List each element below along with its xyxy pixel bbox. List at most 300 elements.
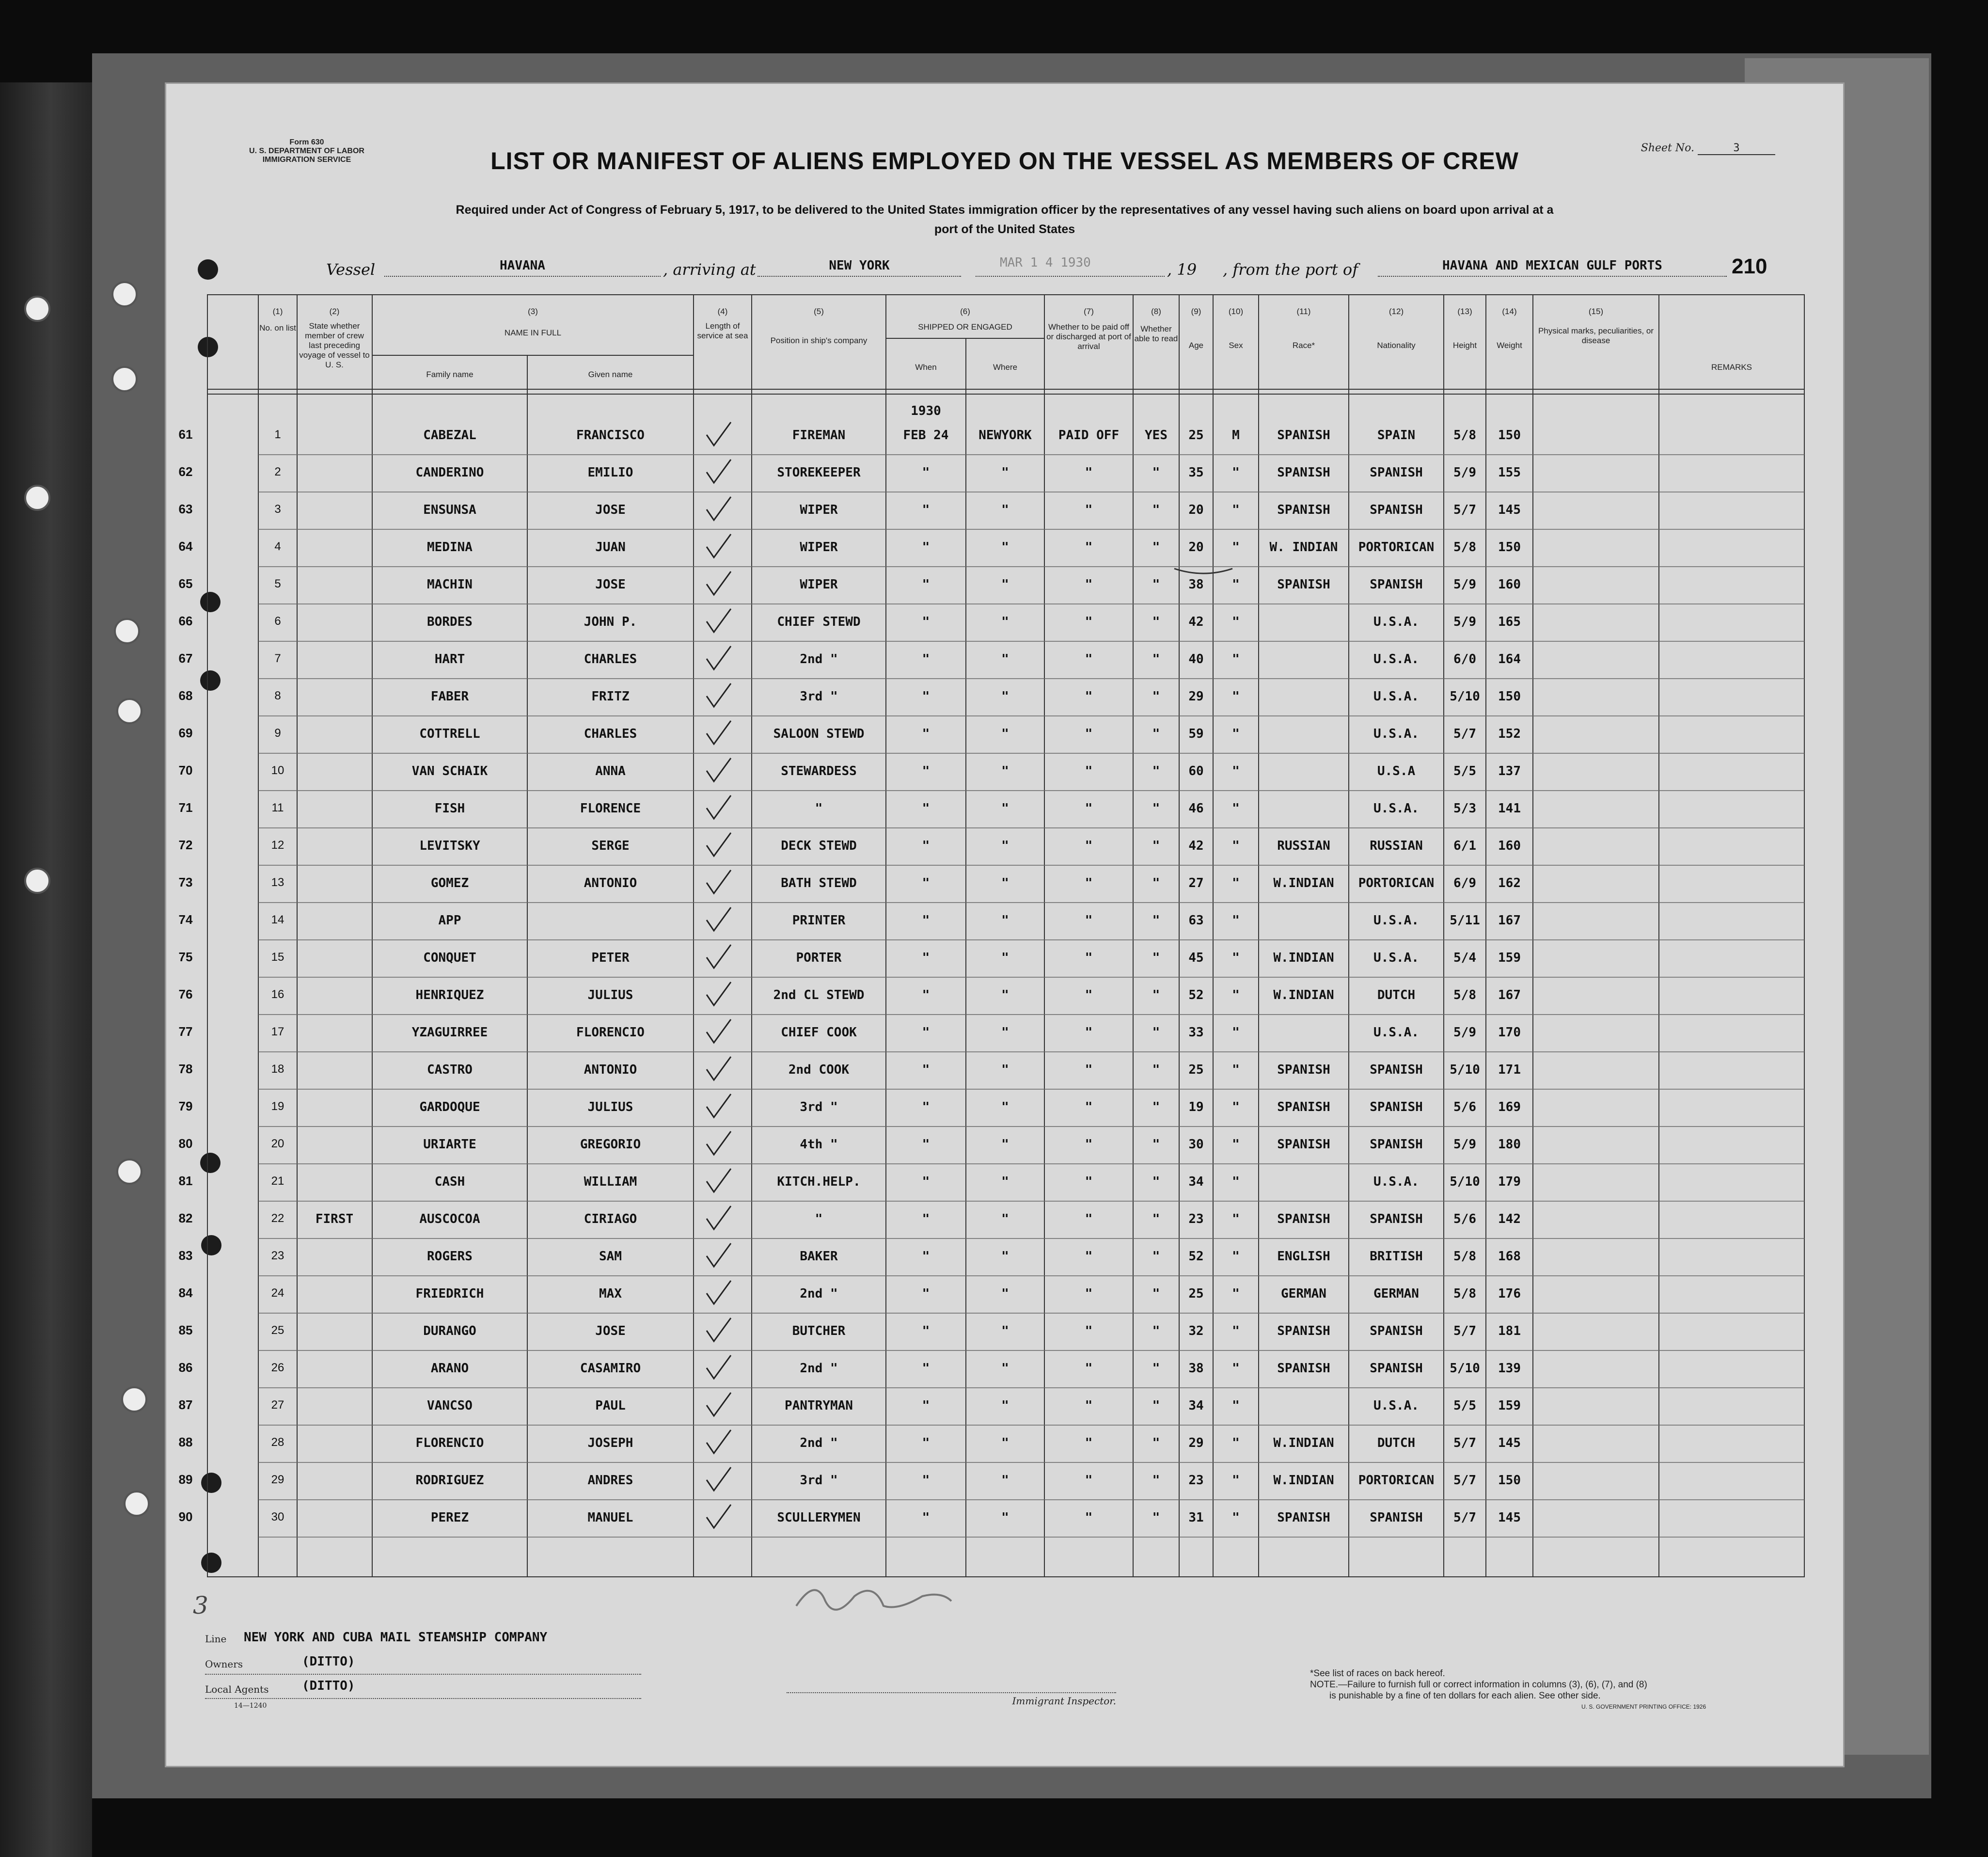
- cell-list-number: 11: [271, 801, 284, 814]
- arriving-label: , arriving at: [663, 260, 756, 279]
- cell-family-name: HENRIQUEZ: [415, 988, 484, 1002]
- cell-family-name: COTTRELL: [419, 727, 480, 741]
- cell-weight: 180: [1498, 1137, 1521, 1152]
- cell-shipped-where: ": [1001, 876, 1009, 890]
- cell-shipped-when: ": [922, 1398, 930, 1413]
- col-1-number: (1): [272, 307, 283, 316]
- cell-paid-off: ": [1085, 913, 1093, 928]
- line-number: 63: [178, 502, 193, 516]
- cell-able-to-read: ": [1152, 689, 1160, 704]
- cell-given-name: PAUL: [595, 1398, 626, 1413]
- cell-position: 2nd ": [800, 1286, 838, 1301]
- form-number: Form 630: [289, 138, 324, 146]
- cell-shipped-when: ": [922, 1063, 930, 1077]
- line-label: Line: [205, 1633, 227, 1645]
- cell-sex: M: [1232, 428, 1240, 443]
- cell-race: SPANISH: [1277, 1212, 1330, 1226]
- line-company: NEW YORK AND CUBA MAIL STEAMSHIP COMPANY: [244, 1630, 548, 1645]
- cell-age: 29: [1188, 689, 1204, 704]
- cell-age: 59: [1188, 727, 1204, 741]
- cell-list-number: 29: [271, 1473, 284, 1486]
- when-header: When: [915, 363, 937, 372]
- cell-race: SPANISH: [1277, 1510, 1330, 1525]
- cell-given-name: SAM: [599, 1249, 622, 1264]
- cell-position: ": [815, 801, 823, 816]
- cell-race: ENGLISH: [1277, 1249, 1330, 1264]
- cell-shipped-where: ": [1001, 1137, 1009, 1152]
- cell-paid-off: ": [1085, 1175, 1093, 1189]
- col-4-title: Length of service at sea: [697, 321, 748, 340]
- handwritten-marks: [166, 84, 1843, 1766]
- cell-position: 3rd ": [800, 1100, 838, 1114]
- cell-height: 5/10: [1450, 1361, 1480, 1376]
- cell-position: 2nd ": [800, 1436, 838, 1450]
- cell-nationality: U.S.A.: [1373, 1025, 1419, 1040]
- cell-list-number: 22: [271, 1212, 284, 1225]
- cell-weight: 167: [1498, 988, 1521, 1002]
- cell-shipped-where: ": [1001, 951, 1009, 965]
- cell-list-number: 5: [274, 577, 281, 590]
- cell-given-name: PETER: [591, 951, 630, 965]
- col-5-title: Position in ship's company: [770, 336, 868, 345]
- cell-age: 40: [1188, 652, 1204, 667]
- cell-position: WIPER: [800, 540, 838, 555]
- cell-list-number: 15: [271, 951, 284, 964]
- cell-paid-off: ": [1085, 839, 1093, 853]
- cell-sex: ": [1232, 764, 1240, 778]
- cell-height: 5/6: [1453, 1100, 1476, 1114]
- cell-list-number: 24: [271, 1286, 284, 1300]
- cell-shipped-when: ": [922, 1249, 930, 1264]
- cell-height: 5/5: [1453, 1398, 1476, 1413]
- agents-value: (DITTO): [302, 1679, 355, 1693]
- punch-hole: [24, 296, 50, 322]
- cell-family-name: FLORENCIO: [415, 1436, 484, 1450]
- cell-height: 6/1: [1453, 839, 1476, 853]
- cell-able-to-read: ": [1152, 1249, 1160, 1264]
- line-number: 87: [178, 1397, 193, 1412]
- cell-age: 19: [1188, 1100, 1204, 1114]
- cell-shipped-when: ": [922, 1025, 930, 1040]
- cell-age: 32: [1188, 1324, 1204, 1338]
- col-11-title: Race*: [1292, 341, 1315, 350]
- cell-nationality: GERMAN: [1373, 1286, 1419, 1301]
- cell-weight: 145: [1498, 1510, 1521, 1525]
- cell-list-number: 2: [274, 465, 281, 478]
- cell-shipped-where: ": [1001, 1324, 1009, 1338]
- cell-height: 5/8: [1453, 1249, 1476, 1264]
- cell-nationality: SPANISH: [1370, 465, 1423, 480]
- cell-given-name: ANTONIO: [584, 1063, 637, 1077]
- cell-given-name: ANNA: [595, 764, 626, 778]
- punch-hole: [116, 698, 142, 724]
- cell-family-name: CABEZAL: [423, 428, 476, 443]
- cell-family-name: MEDINA: [427, 540, 473, 555]
- cell-paid-off: ": [1085, 1436, 1093, 1450]
- cell-list-number: 4: [274, 540, 281, 553]
- cell-weight: 141: [1498, 801, 1521, 816]
- agents-label: Local Agents: [205, 1683, 269, 1695]
- cell-age: 25: [1188, 1063, 1204, 1077]
- cell-paid-off: ": [1085, 1137, 1093, 1152]
- cell-nationality: PORTORICAN: [1358, 876, 1435, 890]
- punch-hole: [24, 485, 50, 511]
- cell-age: 46: [1188, 801, 1204, 816]
- cell-given-name: FLORENCE: [580, 801, 641, 816]
- cell-height: 5/4: [1453, 951, 1476, 965]
- cell-family-name: CASTRO: [427, 1063, 473, 1077]
- cell-sex: ": [1232, 801, 1240, 816]
- cell-position: WIPER: [800, 503, 838, 517]
- cell-family-name: ROGERS: [427, 1249, 473, 1264]
- cell-weight: 139: [1498, 1361, 1521, 1376]
- cell-given-name: JUAN: [595, 540, 626, 555]
- cell-family-name: FABER: [430, 689, 469, 704]
- cell-height: 6/0: [1453, 652, 1476, 667]
- cell-list-number: 20: [271, 1137, 284, 1150]
- cell-nationality: SPANISH: [1370, 1361, 1423, 1376]
- cell-weight: 160: [1498, 839, 1521, 853]
- form-department: U. S. DEPARTMENT OF LABOR: [249, 147, 364, 155]
- sheet-number-value: 3: [1698, 142, 1775, 155]
- col-6-number: (6): [960, 307, 970, 316]
- cell-given-name: CHARLES: [584, 652, 637, 667]
- cell-age: 29: [1188, 1436, 1204, 1450]
- cell-shipped-where: ": [1001, 1249, 1009, 1264]
- page-number: 210: [1732, 254, 1767, 278]
- where-header: Where: [993, 363, 1018, 372]
- cell-given-name: JOSEPH: [587, 1436, 633, 1450]
- punch-hole: [111, 366, 138, 392]
- subtitle-line-2: port of the United States: [934, 222, 1075, 236]
- cell-race: W.INDIAN: [1273, 951, 1334, 965]
- cell-nationality: SPANISH: [1370, 577, 1423, 592]
- cell-height: 5/10: [1450, 689, 1480, 704]
- cell-nationality: SPANISH: [1370, 1510, 1423, 1525]
- cell-paid-off: ": [1085, 764, 1093, 778]
- cell-given-name: CASAMIRO: [580, 1361, 641, 1376]
- cell-list-number: 23: [271, 1249, 284, 1262]
- cell-age: 23: [1188, 1473, 1204, 1488]
- line-number: 89: [178, 1472, 193, 1487]
- cell-age: 42: [1188, 615, 1204, 629]
- cell-sex: ": [1232, 876, 1240, 890]
- cell-position: PORTER: [796, 951, 842, 965]
- cell-height: 5/8: [1453, 428, 1476, 443]
- cell-height: 5/9: [1453, 615, 1476, 629]
- cell-paid-off: ": [1085, 540, 1093, 555]
- line-number: 64: [178, 539, 193, 554]
- cell-sex: ": [1232, 577, 1240, 592]
- cell-paid-off: ": [1085, 1286, 1093, 1301]
- cell-weight: 168: [1498, 1249, 1521, 1264]
- col-14-title: Weight: [1497, 341, 1522, 350]
- cell-age: 20: [1188, 503, 1204, 517]
- cell-position: KITCH.HELP.: [777, 1175, 861, 1189]
- cell-paid-off: ": [1085, 1361, 1093, 1376]
- cell-position: SCULLERYMEN: [777, 1510, 861, 1525]
- cell-paid-off: ": [1085, 876, 1093, 890]
- cell-shipped-where: ": [1001, 913, 1009, 928]
- from-label: , from the port of: [1223, 260, 1358, 279]
- col-9-title: Age: [1188, 341, 1204, 350]
- cell-family-name: URIARTE: [423, 1137, 476, 1152]
- cell-height: 5/9: [1453, 465, 1476, 480]
- cell-nationality: U.S.A.: [1373, 615, 1419, 629]
- cell-paid-off: ": [1085, 1398, 1093, 1413]
- col-8-title: Whether able to read: [1134, 324, 1178, 343]
- cell-sex: ": [1232, 503, 1240, 517]
- cell-able-to-read: ": [1152, 652, 1160, 667]
- cell-list-number: 1: [274, 428, 281, 441]
- cell-weight: 160: [1498, 577, 1521, 592]
- line-number: 67: [178, 651, 193, 666]
- cell-position: 4th ": [800, 1137, 838, 1152]
- cell-age: 34: [1188, 1398, 1204, 1413]
- cell-position: BAKER: [800, 1249, 838, 1264]
- cell-shipped-where: ": [1001, 503, 1009, 517]
- cell-shipped-when: ": [922, 615, 930, 629]
- cell-family-name: PEREZ: [430, 1510, 469, 1525]
- footer-agents-row: [205, 1679, 641, 1699]
- cell-shipped-when: ": [922, 465, 930, 480]
- footer-notes: [1310, 1668, 1795, 1713]
- cell-shipped-where: ": [1001, 1212, 1009, 1226]
- cell-shipped-where: ": [1001, 839, 1009, 853]
- cell-shipped-when: ": [922, 1361, 930, 1376]
- footer-code: 14—1240: [234, 1702, 267, 1710]
- cell-position: PRINTER: [792, 913, 846, 928]
- line-number: 83: [178, 1248, 193, 1263]
- cell-shipped-where: ": [1001, 801, 1009, 816]
- cell-height: 5/10: [1450, 1063, 1480, 1077]
- cell-race: W. INDIAN: [1269, 540, 1338, 555]
- line-number: 66: [178, 614, 193, 628]
- cell-position: BUTCHER: [792, 1324, 846, 1338]
- cell-weight: 150: [1498, 1473, 1521, 1488]
- cell-weight: 181: [1498, 1324, 1521, 1338]
- cell-able-to-read: ": [1152, 913, 1160, 928]
- cell-family-name: CONQUET: [423, 951, 476, 965]
- cell-height: 5/6: [1453, 1212, 1476, 1226]
- cell-shipped-when: ": [922, 801, 930, 816]
- line-number: 75: [178, 950, 193, 964]
- cell-list-number: 3: [274, 503, 281, 516]
- footer-line-row: [205, 1630, 787, 1650]
- cell-weight: 150: [1498, 428, 1521, 443]
- cell-list-number: 16: [271, 988, 284, 1001]
- cell-position: 3rd ": [800, 1473, 838, 1488]
- line-number: 69: [178, 726, 193, 740]
- cell-nationality: U.S.A.: [1373, 689, 1419, 704]
- col-3-number: (3): [528, 307, 538, 316]
- col-4-number: (4): [717, 307, 728, 316]
- col-1-title: No. on list: [259, 323, 296, 333]
- cell-family-name: ARANO: [430, 1361, 469, 1376]
- cell-age: 45: [1188, 951, 1204, 965]
- cell-shipped-where: ": [1001, 1473, 1009, 1488]
- cell-age: 34: [1188, 1175, 1204, 1189]
- cell-height: 5/7: [1453, 727, 1476, 741]
- cell-paid-off: ": [1085, 1063, 1093, 1077]
- punch-hole: [24, 868, 50, 894]
- cell-able-to-read: ": [1152, 1510, 1160, 1525]
- cell-age: 35: [1188, 465, 1204, 480]
- cell-paid-off: ": [1085, 801, 1093, 816]
- cell-list-number: 10: [271, 764, 284, 777]
- col-7-number: (7): [1084, 307, 1094, 316]
- cell-position: 3rd ": [800, 689, 838, 704]
- cell-age: 38: [1188, 577, 1204, 592]
- cell-sex: ": [1232, 1398, 1240, 1413]
- cell-nationality: U.S.A.: [1373, 652, 1419, 667]
- cell-list-number: 13: [271, 876, 284, 889]
- cell-family-name: BORDES: [427, 615, 473, 629]
- cell-shipped-where: ": [1001, 1436, 1009, 1450]
- cell-nationality: U.S.A.: [1373, 951, 1419, 965]
- cell-family-name: LEVITSKY: [419, 839, 480, 853]
- cell-age: 20: [1188, 540, 1204, 555]
- cell-height: 5/3: [1453, 801, 1476, 816]
- cell-given-name: JULIUS: [587, 1100, 633, 1114]
- cell-nationality: SPANISH: [1370, 1324, 1423, 1338]
- line-number: 71: [178, 800, 193, 815]
- cell-weight: 165: [1498, 615, 1521, 629]
- cell-family-name: VAN SCHAIK: [411, 764, 488, 778]
- cell-nationality: U.S.A.: [1373, 913, 1419, 928]
- cell-shipped-when: ": [922, 727, 930, 741]
- cell-able-to-read: ": [1152, 465, 1160, 480]
- cell-sex: ": [1232, 615, 1240, 629]
- cell-height: 5/7: [1453, 503, 1476, 517]
- cell-paid-off: ": [1085, 1324, 1093, 1338]
- cell-able-to-read: ": [1152, 1175, 1160, 1189]
- cell-nationality: SPANISH: [1370, 503, 1423, 517]
- cell-paid-off: ": [1085, 465, 1093, 480]
- col-10-title: Sex: [1229, 341, 1243, 350]
- cell-shipped-where: ": [1001, 615, 1009, 629]
- cell-sex: ": [1232, 1473, 1240, 1488]
- col-14-number: (14): [1502, 307, 1517, 316]
- col-11-number: (11): [1296, 307, 1311, 316]
- cell-able-to-read: ": [1152, 577, 1160, 592]
- cell-weight: 179: [1498, 1175, 1521, 1189]
- punch-hole: [124, 1491, 150, 1517]
- cell-able-to-read: ": [1152, 876, 1160, 890]
- cell-position: 2nd CL STEWD: [773, 988, 865, 1002]
- cell-race: SPANISH: [1277, 1137, 1330, 1152]
- cell-nationality: U.S.A.: [1373, 1398, 1419, 1413]
- vessel-label: Vessel: [326, 260, 376, 279]
- cell-position: 2nd ": [800, 1361, 838, 1376]
- cell-sex: ": [1232, 1137, 1240, 1152]
- cell-paid-off: ": [1085, 1025, 1093, 1040]
- cell-paid-off: ": [1085, 1249, 1093, 1264]
- line-number: 78: [178, 1062, 193, 1076]
- cell-family-name: DURANGO: [423, 1324, 476, 1338]
- cell-paid-off: ": [1085, 652, 1093, 667]
- cell-shipped-when: ": [922, 1510, 930, 1525]
- cell-sex: ": [1232, 1249, 1240, 1264]
- cell-shipped-when: ": [922, 913, 930, 928]
- cell-able-to-read: ": [1152, 540, 1160, 555]
- cell-nationality: PORTORICAN: [1358, 1473, 1435, 1488]
- line-number: 62: [178, 464, 193, 479]
- cell-list-number: 12: [271, 839, 284, 852]
- cell-sex: ": [1232, 540, 1240, 555]
- cell-shipped-when: ": [922, 577, 930, 592]
- cell-nationality: PORTORICAN: [1358, 540, 1435, 555]
- cell-position: 2nd COOK: [788, 1063, 850, 1077]
- cell-sex: ": [1232, 689, 1240, 704]
- cell-race: SPANISH: [1277, 1100, 1330, 1114]
- cell-able-to-read: ": [1152, 1436, 1160, 1450]
- cell-able-to-read: ": [1152, 1025, 1160, 1040]
- cell-list-number: 6: [274, 615, 281, 628]
- cell-sex: ": [1232, 1212, 1240, 1226]
- given-name-header: Given name: [588, 370, 633, 379]
- cell-position: CHIEF COOK: [781, 1025, 857, 1040]
- cell-shipped-where: ": [1001, 1361, 1009, 1376]
- printer-imprint: U. S. GOVERNMENT PRINTING OFFICE: 1926: [1581, 1703, 1706, 1710]
- line-number: 68: [178, 688, 193, 703]
- cell-shipped-when: ": [922, 839, 930, 853]
- cell-shipped-when: ": [922, 1175, 930, 1189]
- cell-weight: 155: [1498, 465, 1521, 480]
- cell-able-to-read: ": [1152, 1286, 1160, 1301]
- line-number: 85: [178, 1323, 193, 1337]
- cell-height: 5/11: [1450, 913, 1480, 928]
- cell-family-name: HART: [434, 652, 465, 667]
- cell-age: 52: [1188, 988, 1204, 1002]
- cell-race: SPANISH: [1277, 1324, 1330, 1338]
- cell-position: FIREMAN: [792, 428, 846, 443]
- cell-able-to-read: ": [1152, 1473, 1160, 1488]
- cell-given-name: FRANCISCO: [576, 428, 645, 443]
- col-9-number: (9): [1191, 307, 1201, 316]
- cell-race: W.INDIAN: [1273, 876, 1334, 890]
- cell-shipped-where: ": [1001, 764, 1009, 778]
- cell-weight: 150: [1498, 689, 1521, 704]
- cell-able-to-read: ": [1152, 764, 1160, 778]
- cell-weight: 159: [1498, 951, 1521, 965]
- cell-sex: ": [1232, 1510, 1240, 1525]
- line-number: 81: [178, 1174, 193, 1188]
- cell-nationality: U.S.A.: [1373, 727, 1419, 741]
- cell-given-name: ANTONIO: [584, 876, 637, 890]
- cell-race: SPANISH: [1277, 503, 1330, 517]
- cell-position: WIPER: [800, 577, 838, 592]
- cell-sex: ": [1232, 1175, 1240, 1189]
- cell-age: 38: [1188, 1361, 1204, 1376]
- punch-hole: [116, 1159, 142, 1185]
- cell-height: 5/8: [1453, 1286, 1476, 1301]
- cell-shipped-where: ": [1001, 689, 1009, 704]
- cell-weight: 137: [1498, 764, 1521, 778]
- punch-hole: [121, 1386, 147, 1413]
- cell-family-name: FRIEDRICH: [415, 1286, 484, 1301]
- cell-able-to-read: ": [1152, 801, 1160, 816]
- cell-shipped-where: ": [1001, 1063, 1009, 1077]
- cell-shipped-when: FEB 24: [903, 428, 949, 443]
- cell-race: RUSSIAN: [1277, 839, 1330, 853]
- cell-able-to-read: ": [1152, 1324, 1160, 1338]
- cell-nationality: SPANISH: [1370, 1212, 1423, 1226]
- cell-family-name: GARDOQUE: [419, 1100, 480, 1114]
- col-12-number: (12): [1388, 307, 1404, 316]
- cell-given-name: JOSE: [595, 577, 626, 592]
- cell-given-name: GREGORIO: [580, 1137, 641, 1152]
